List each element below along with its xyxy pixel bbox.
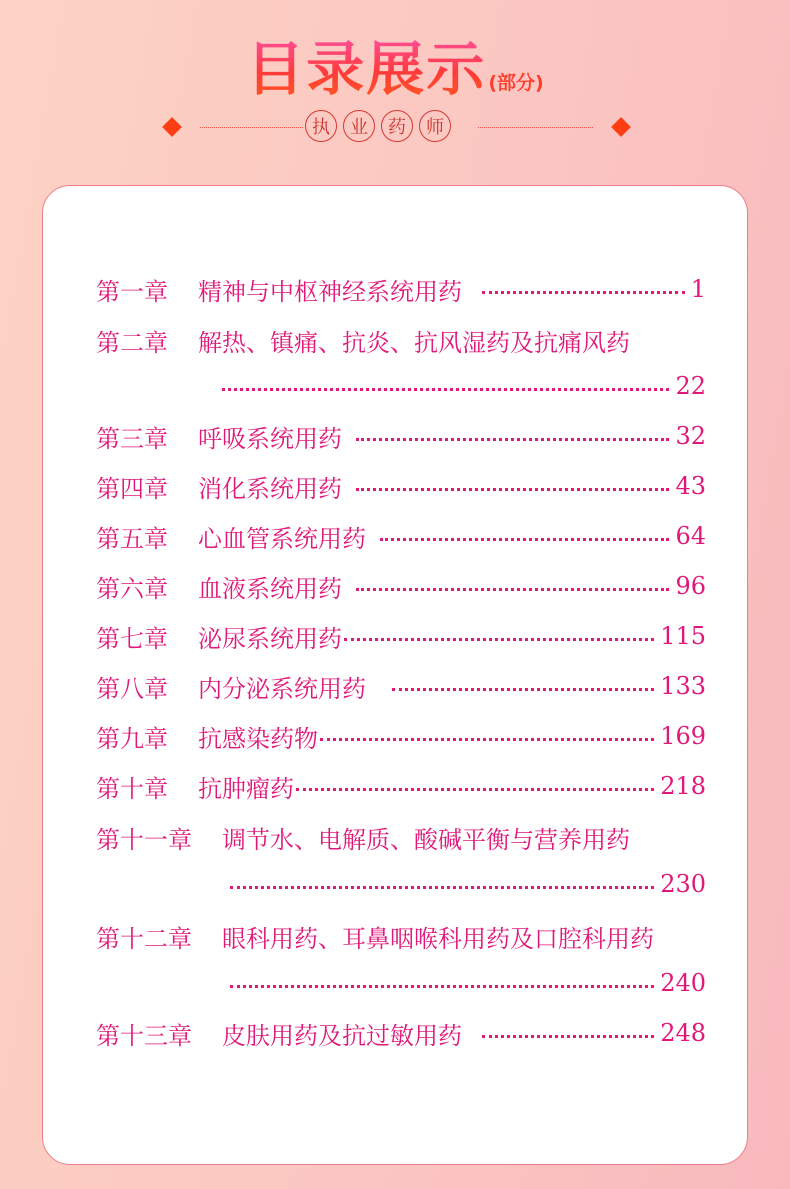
- toc-row: [96, 1013, 706, 1053]
- chapter-number: 第十三章: [96, 1021, 192, 1050]
- badge-group: [305, 110, 451, 146]
- diamond-right-icon: [611, 117, 631, 137]
- toc-row: [96, 817, 706, 857]
- chapter-title: 心血管系统用药: [198, 524, 366, 553]
- toc-row: [96, 616, 706, 656]
- page-number: 43: [675, 472, 706, 500]
- dot-leader: [392, 688, 654, 691]
- chapter-title: 抗感染药物: [198, 724, 318, 753]
- toc-row: [96, 466, 706, 506]
- toc-row: [96, 916, 706, 956]
- title-main: 目录展示: [246, 35, 487, 103]
- dot-leader: [356, 438, 669, 441]
- chapter-title: 解热、镇痛、抗炎、抗风湿药及抗痛风药: [198, 328, 630, 357]
- chapter-number: 第五章: [96, 524, 168, 553]
- chapter-number: 第十一章: [96, 825, 192, 854]
- toc-row: [96, 269, 706, 309]
- dot-leader: [230, 886, 654, 889]
- page-number: 169: [660, 722, 706, 750]
- page-number: 32: [675, 422, 706, 450]
- dot-leader: [222, 388, 669, 391]
- page-number: 64: [675, 522, 706, 550]
- badge-char: 执: [305, 110, 337, 142]
- dot-leader: [356, 488, 669, 491]
- page-number: 133: [660, 672, 706, 700]
- toc-row: [96, 716, 706, 756]
- toc-row: [96, 766, 706, 806]
- dot-leader: [482, 1035, 654, 1038]
- chapter-title: 眼科用药、耳鼻咽喉科用药及口腔科用药: [222, 924, 654, 953]
- diamond-left-icon: [162, 117, 182, 137]
- chapter-title: 消化系统用药: [198, 474, 342, 503]
- chapter-title: 呼吸系统用药: [198, 424, 342, 453]
- chapter-number: 第七章: [96, 624, 168, 653]
- toc-row-continuation: [96, 366, 706, 406]
- chapter-number: 第四章: [96, 474, 168, 503]
- dot-leader: [296, 788, 654, 791]
- toc-row-continuation: [96, 963, 706, 1003]
- badge-char: 师: [419, 110, 451, 142]
- chapter-number: 第八章: [96, 674, 168, 703]
- chapter-number: 第十二章: [96, 924, 192, 953]
- chapter-number: 第三章: [96, 424, 168, 453]
- chapter-title: 调节水、电解质、酸碱平衡与营养用药: [222, 825, 630, 854]
- dot-leader: [230, 985, 654, 988]
- dotted-divider-right: [478, 127, 593, 128]
- toc-row: [96, 666, 706, 706]
- dot-leader: [320, 738, 654, 741]
- page-number: 96: [675, 572, 706, 600]
- page-number: 115: [660, 622, 706, 650]
- chapter-number: 第十章: [96, 774, 168, 803]
- page-number: 230: [660, 870, 706, 898]
- badge-char: 业: [343, 110, 375, 142]
- dot-leader: [380, 538, 669, 541]
- title-suffix: (部分): [488, 72, 544, 94]
- dot-leader: [344, 638, 654, 641]
- toc-row: [96, 566, 706, 606]
- page-number: 22: [675, 372, 706, 400]
- page-title: [0, 22, 790, 106]
- subtitle-row: [0, 110, 790, 146]
- chapter-title: 血液系统用药: [198, 574, 342, 603]
- dot-leader: [482, 291, 685, 294]
- page-number: 248: [660, 1019, 706, 1047]
- page-number: 218: [660, 772, 706, 800]
- chapter-number: 第六章: [96, 574, 168, 603]
- chapter-number: 第二章: [96, 328, 168, 357]
- dot-leader: [356, 588, 669, 591]
- toc-row: [96, 516, 706, 556]
- dotted-divider-left: [200, 127, 303, 128]
- toc-row: [96, 416, 706, 456]
- chapter-title: 内分泌系统用药: [198, 674, 366, 703]
- chapter-number: 第九章: [96, 724, 168, 753]
- badge-char: 药: [381, 110, 413, 142]
- chapter-title: 精神与中枢神经系统用药: [198, 277, 462, 306]
- page-number: 240: [660, 969, 706, 997]
- page-number: 1: [690, 275, 706, 303]
- toc-row: [96, 320, 706, 360]
- chapter-title: 泌尿系统用药: [198, 624, 342, 653]
- chapter-number: 第一章: [96, 277, 168, 306]
- chapter-title: 皮肤用药及抗过敏用药: [222, 1021, 462, 1050]
- chapter-title: 抗肿瘤药: [198, 774, 294, 803]
- toc-row-continuation: [96, 864, 706, 904]
